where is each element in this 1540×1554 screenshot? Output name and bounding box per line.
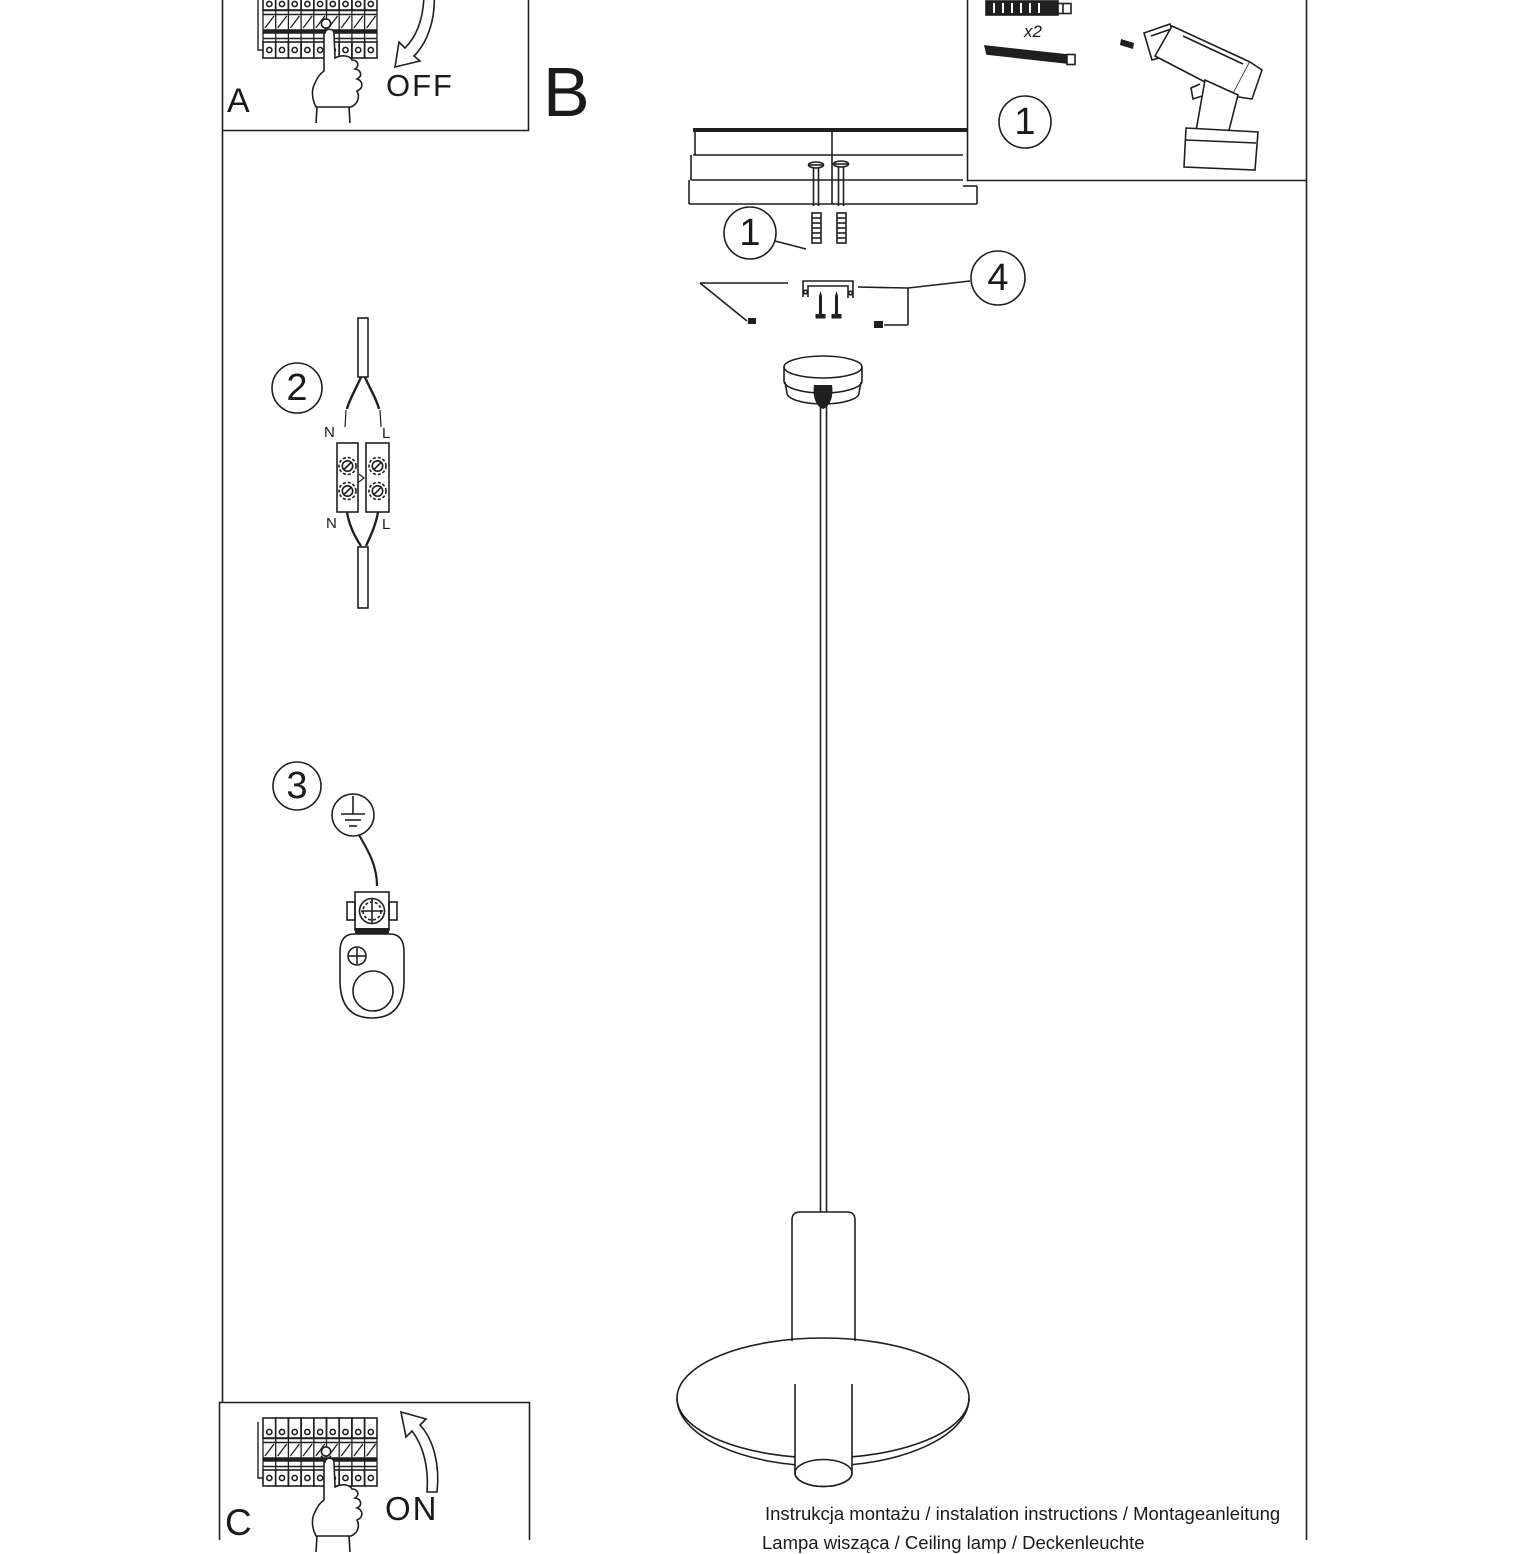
- wire-label-live-top: L: [382, 425, 391, 442]
- panel-a-status-off: OFF: [386, 68, 454, 103]
- footer-title-line2: Lampa wisząca / Ceiling lamp / Deckenleuchte: [762, 1532, 1145, 1553]
- step-marker-kit: 1: [1014, 101, 1036, 143]
- wall-plugs: [812, 213, 846, 243]
- pointing-hand-icon: [312, 29, 361, 123]
- footer-title-line1: Instrukcja montażu / instalation instructions / Montageanleitung: [765, 1503, 1281, 1524]
- panel-a-breaker-drawing: [258, 0, 434, 123]
- mounting-bracket-drawing: [700, 281, 970, 328]
- breaker-toggle-knob: [321, 19, 330, 28]
- arrow-down-icon: [395, 0, 434, 67]
- step-marker-anchors: 1: [739, 212, 761, 254]
- lamp-upper-tube: [792, 1212, 855, 1341]
- panel-a-frame: [223, 0, 529, 131]
- canopy-drawing: [784, 356, 862, 1214]
- panel-c-frame: [220, 1403, 530, 1541]
- panel-b-label: B: [543, 53, 590, 131]
- step-marker-grounding: 3: [286, 765, 308, 807]
- wire-label-live-bottom: L: [382, 516, 391, 533]
- panel-c-status-on: ON: [385, 1490, 439, 1527]
- pointing-hand-icon: [312, 1458, 361, 1552]
- screw-quantity-label: x2: [1024, 22, 1042, 41]
- wire-label-neutral-top: N: [324, 424, 335, 441]
- ceiling-screws: [809, 161, 849, 206]
- panel-c-breaker-drawing: [258, 1412, 438, 1552]
- pendant-lamp-drawing: [677, 1212, 969, 1487]
- step-marker-wiring: 2: [286, 367, 308, 409]
- wire-label-neutral-bottom: N: [326, 515, 337, 532]
- breaker-toggle-knob: [321, 1447, 330, 1456]
- screw-icon: [985, 46, 1075, 65]
- panel-c-label: C: [225, 1502, 252, 1543]
- wiring-drawing: [337, 318, 389, 608]
- lamp-lower-tube: [795, 1384, 852, 1487]
- arrow-up-icon: [401, 1412, 438, 1492]
- bracket-screws: [816, 291, 842, 319]
- grounding-drawing: [332, 794, 404, 1018]
- panel-a-label: A: [227, 82, 250, 120]
- drill-icon: [1120, 24, 1262, 170]
- wall-plug-icon: [986, 1, 1071, 15]
- step-marker-bracket: 4: [987, 257, 1009, 299]
- cord-grip-icon: [814, 385, 833, 409]
